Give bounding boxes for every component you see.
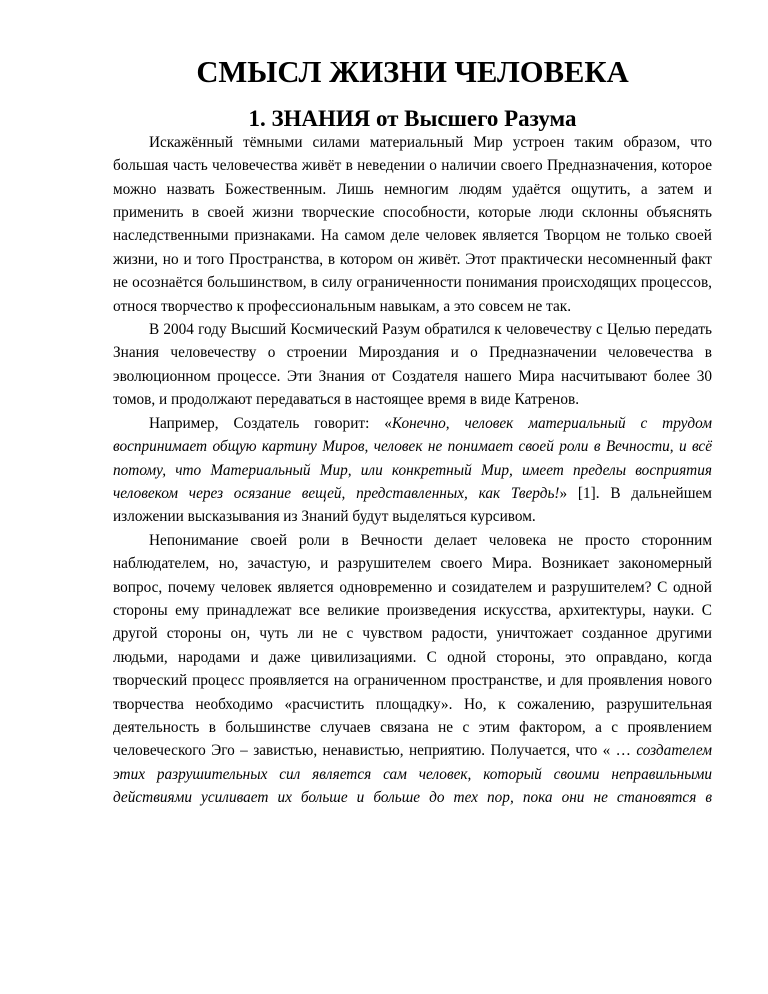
document-title: СМЫСЛ ЖИЗНИ ЧЕЛОВЕКА <box>196 55 629 89</box>
paragraph-4 <box>113 529 712 810</box>
paragraph-3-outro: » [1]. В дальнейшем изложении высказывания из Знаний будут выделяться курсивом. <box>113 484 712 526</box>
section-heading: 1. ЗНАНИЯ от Высшего Разума <box>248 106 577 132</box>
paragraph-4-text: Непонимание своей роли в Вечности делает человека не просто сторонним наблюдателем, но, зачастую, и разрушителем своего Мира. Возникает закономерный вопрос, почему человек является одновременно и созидателем и разрушителем? С одной стороны ему принадлежат все великие произведения искусства, архитектуры, науки. С другой стороны он, чуть ли не с чувством радости, уничтожает созданное другими людьми, народами и даже цивилизациями. С одной стороны, это оправдано, когда творческий процесс проявляется на ограниченном пространстве, и для проявления нового творчества необходимо «расчистить площадку». Но, к сожалению, разрушительная деятельность в большинстве случаев связана не с этим фактором, а с проявлением человеческого Эго – завистью, ненавистью, неприятию. Получается, что « … <box>113 531 712 760</box>
paragraph-1: Искажённый тёмными силами материальный Мир устроен таким образом, что большая часть человечества живёт в неведении о наличии своего Предназначения, которое можно назвать Божественным. Лишь немногим людям удаётся ощутить, а затем и применить в своей жизни творческие способности, которые люди склонны объяснять наследственными признаками. На самом деле человек является Творцом не только своей жизни, но и того Пространства, в котором он живёт. Этот практически несомненный факт не осознаётся большинством, в силу ограниченности понимания происходящих процессов, относя творчество к профессиональным навыкам, а это совсем не так. <box>113 133 712 315</box>
paragraph-2: В 2004 году Высший Космический Разум обратился к человечеству с Целью передать Знания человечеству о строении Мироздания и о Предназначении человечества в эволюционном процессе. Эти Знания от Создателя нашего Мира насчитывают более 30 томов, и продолжают передаваться в настоящее время в виде Катренов. <box>113 321 712 409</box>
paragraph-3-intro: Например, Создатель говорит: « <box>149 414 392 432</box>
paragraph-4-quote: создателем этих разрушительных сил является сам человек, который своими неправильными действиями усиливает их больше и больше до тех пор, пока они не становятся в <box>113 742 712 807</box>
paragraph-3-quote: Конечно, человек материальный с трудом воспринимает общую картину Миров, человек не понимает своей роли в Вечности, и всё потому, что Материальный Мир, или конкретный Мир, имеет пределы восприятия человеком через осязание вещей, представленных, как Твердь! <box>113 414 712 502</box>
paragraph-3 <box>113 412 712 529</box>
